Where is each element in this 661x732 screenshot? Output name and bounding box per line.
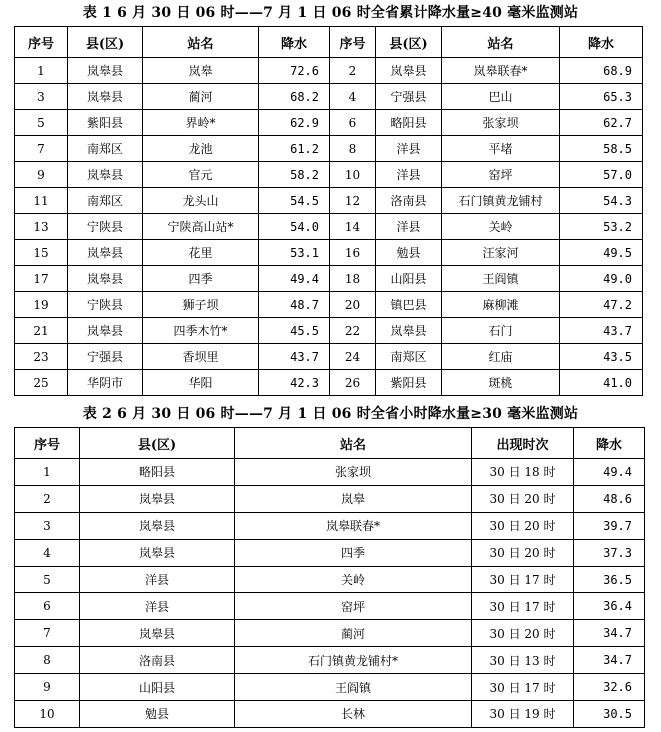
table-cell: 26 <box>330 370 376 396</box>
table-row <box>15 593 645 620</box>
table-cell: 华阳 <box>143 370 259 396</box>
table-row <box>15 620 645 647</box>
table-row <box>15 539 645 566</box>
table-cell: 汪家河 <box>442 240 560 266</box>
table-cell: 1 <box>15 459 80 486</box>
table-cell: 岚皋县 <box>80 485 235 512</box>
table-cell: 12 <box>330 188 376 214</box>
table-cell: 岚皋县 <box>80 539 235 566</box>
table-cell: 4 <box>15 539 80 566</box>
table-cell: 30.5 <box>574 701 645 728</box>
table-row <box>15 214 643 240</box>
table-cell: 岚皋联春* <box>235 512 472 539</box>
table-cell: 镇巴县 <box>376 292 442 318</box>
table1-header-cell: 降水 <box>560 27 643 58</box>
table-cell: 24 <box>330 344 376 370</box>
table-cell: 蔺河 <box>143 84 259 110</box>
table2-header-cell: 站名 <box>235 428 472 459</box>
table1-header-cell: 序号 <box>330 27 376 58</box>
table-cell: 岚皋县 <box>376 58 442 84</box>
table-cell: 岚皋县 <box>68 162 143 188</box>
table-cell: 14 <box>330 214 376 240</box>
table-cell: 13 <box>15 214 68 240</box>
table-row <box>15 84 643 110</box>
table-cell: 58.2 <box>259 162 330 188</box>
table-cell: 岚皋 <box>143 58 259 84</box>
table-cell: 37.3 <box>574 539 645 566</box>
table-cell: 43.7 <box>259 344 330 370</box>
table-cell: 平堵 <box>442 136 560 162</box>
hourly-precipitation-table <box>14 427 645 728</box>
table-row <box>15 266 643 292</box>
table-cell: 宁强县 <box>68 344 143 370</box>
table-row <box>15 110 643 136</box>
table-cell: 龙池 <box>143 136 259 162</box>
table-cell: 65.3 <box>560 84 643 110</box>
table-cell: 25 <box>15 370 68 396</box>
table-row <box>15 136 643 162</box>
table2-header-cell: 序号 <box>15 428 80 459</box>
table-cell: 49.4 <box>259 266 330 292</box>
table-row <box>15 370 643 396</box>
table-cell: 紫阳县 <box>376 370 442 396</box>
table-cell: 30 日 20 时 <box>472 539 574 566</box>
table-cell: 王阎镇 <box>442 266 560 292</box>
table1-header-cell: 县(区) <box>68 27 143 58</box>
table-cell: 华阴市 <box>68 370 143 396</box>
table-cell: 张家坝 <box>235 459 472 486</box>
table1-header-cell: 站名 <box>143 27 259 58</box>
table-cell: 关岭 <box>442 214 560 240</box>
table-cell: 岚皋县 <box>68 240 143 266</box>
table-cell: 勉县 <box>376 240 442 266</box>
table-cell: 2 <box>330 58 376 84</box>
table-cell: 22 <box>330 318 376 344</box>
table-cell: 宁陕县 <box>68 214 143 240</box>
table-cell: 南郑区 <box>376 344 442 370</box>
table-row <box>15 344 643 370</box>
table-cell: 3 <box>15 84 68 110</box>
table-cell: 洛南县 <box>376 188 442 214</box>
table-cell: 界岭* <box>143 110 259 136</box>
table-cell: 49.0 <box>560 266 643 292</box>
table-cell: 山阳县 <box>376 266 442 292</box>
table-row <box>15 674 645 701</box>
table-cell: 岚皋联春* <box>442 58 560 84</box>
table-cell: 岚皋县 <box>68 266 143 292</box>
table-cell: 36.5 <box>574 566 645 593</box>
table-cell: 10 <box>330 162 376 188</box>
table-cell: 南郑区 <box>68 188 143 214</box>
table-cell: 30 日 13 时 <box>472 647 574 674</box>
table-cell: 9 <box>15 162 68 188</box>
table2-header-cell: 出现时次 <box>472 428 574 459</box>
table-cell: 16 <box>330 240 376 266</box>
table-cell: 49.4 <box>574 459 645 486</box>
table-cell: 紫阳县 <box>68 110 143 136</box>
table-cell: 4 <box>330 84 376 110</box>
table-cell: 34.7 <box>574 647 645 674</box>
table1-header-cell: 站名 <box>442 27 560 58</box>
table-cell: 石门镇黄龙铺村 <box>442 188 560 214</box>
table-cell: 斑桃 <box>442 370 560 396</box>
table-cell: 30 日 20 时 <box>472 485 574 512</box>
table-cell: 54.5 <box>259 188 330 214</box>
table-cell: 红庙 <box>442 344 560 370</box>
table-cell: 53.1 <box>259 240 330 266</box>
table-cell: 34.7 <box>574 620 645 647</box>
table-cell: 6 <box>15 593 80 620</box>
table-cell: 四季木竹* <box>143 318 259 344</box>
table-cell: 61.2 <box>259 136 330 162</box>
table-row <box>15 701 645 728</box>
table-cell: 5 <box>15 110 68 136</box>
table1-header-row <box>15 27 643 58</box>
table-cell: 62.9 <box>259 110 330 136</box>
cumulative-precipitation-table <box>14 26 643 396</box>
table-cell: 15 <box>15 240 68 266</box>
table-cell: 30 日 20 时 <box>472 620 574 647</box>
table-cell: 岚皋县 <box>68 318 143 344</box>
table-row <box>15 162 643 188</box>
table-cell: 48.6 <box>574 485 645 512</box>
table-row <box>15 188 643 214</box>
table-cell: 麻柳滩 <box>442 292 560 318</box>
table-cell: 宁陕县 <box>68 292 143 318</box>
table-cell: 1 <box>15 58 68 84</box>
table-cell: 洛南县 <box>80 647 235 674</box>
table-cell: 57.0 <box>560 162 643 188</box>
table-cell: 略阳县 <box>80 459 235 486</box>
table-cell: 23 <box>15 344 68 370</box>
table-cell: 王阎镇 <box>235 674 472 701</box>
table-cell: 68.9 <box>560 58 643 84</box>
table-cell: 18 <box>330 266 376 292</box>
table-cell: 49.5 <box>560 240 643 266</box>
table-cell: 41.0 <box>560 370 643 396</box>
table-cell: 54.0 <box>259 214 330 240</box>
table-cell: 洋县 <box>80 593 235 620</box>
table-cell: 四季 <box>235 539 472 566</box>
table-cell: 岚皋县 <box>68 84 143 110</box>
table1-header-cell: 县(区) <box>376 27 442 58</box>
table-cell: 官元 <box>143 162 259 188</box>
table-cell: 30 日 17 时 <box>472 566 574 593</box>
table2-header-row <box>15 428 645 459</box>
table-cell: 2 <box>15 485 80 512</box>
table-cell: 洋县 <box>376 162 442 188</box>
table-cell: 6 <box>330 110 376 136</box>
table-cell: 32.6 <box>574 674 645 701</box>
table-cell: 狮子坝 <box>143 292 259 318</box>
table2-caption: 表 2 6 月 30 日 06 时——7 月 1 日 06 时全省小时降水量≥30 毫米监测站 <box>82 406 579 422</box>
table-cell: 48.7 <box>259 292 330 318</box>
table-cell: 龙头山 <box>143 188 259 214</box>
table-cell: 68.2 <box>259 84 330 110</box>
table-cell: 窑坪 <box>442 162 560 188</box>
table-cell: 5 <box>15 566 80 593</box>
table-cell: 10 <box>15 701 80 728</box>
table-cell: 石门镇黄龙铺村* <box>235 647 472 674</box>
table2-header-cell: 县(区) <box>80 428 235 459</box>
table-cell: 四季 <box>143 266 259 292</box>
table-cell: 勉县 <box>80 701 235 728</box>
table-cell: 3 <box>15 512 80 539</box>
table-row <box>15 318 643 344</box>
table-cell: 72.6 <box>259 58 330 84</box>
table-cell: 30 日 19 时 <box>472 701 574 728</box>
table-cell: 47.2 <box>560 292 643 318</box>
table-cell: 岚皋县 <box>68 58 143 84</box>
table-cell: 南郑区 <box>68 136 143 162</box>
table-cell: 30 日 17 时 <box>472 674 574 701</box>
table-cell: 山阳县 <box>80 674 235 701</box>
table-cell: 53.2 <box>560 214 643 240</box>
table-cell: 17 <box>15 266 68 292</box>
table-cell: 8 <box>15 647 80 674</box>
table-cell: 43.5 <box>560 344 643 370</box>
table2-header-cell: 降水 <box>574 428 645 459</box>
table-cell: 洋县 <box>376 214 442 240</box>
table-cell: 8 <box>330 136 376 162</box>
table-cell: 蔺河 <box>235 620 472 647</box>
table1-caption: 表 1 6 月 30 日 06 时——7 月 1 日 06 时全省累计降水量≥40 毫米监测站 <box>82 5 579 21</box>
table-cell: 30 日 18 时 <box>472 459 574 486</box>
table-cell: 54.3 <box>560 188 643 214</box>
table-row <box>15 58 643 84</box>
table-cell: 洋县 <box>80 566 235 593</box>
table-cell: 7 <box>15 620 80 647</box>
table1-header-cell: 序号 <box>15 27 68 58</box>
table-row <box>15 485 645 512</box>
table-cell: 45.5 <box>259 318 330 344</box>
table-cell: 石门 <box>442 318 560 344</box>
table-cell: 岚皋 <box>235 485 472 512</box>
table-cell: 花里 <box>143 240 259 266</box>
table-cell: 关岭 <box>235 566 472 593</box>
table-cell: 窑坪 <box>235 593 472 620</box>
table-cell: 岚皋县 <box>80 620 235 647</box>
table-row <box>15 292 643 318</box>
table-cell: 香坝里 <box>143 344 259 370</box>
table-cell: 39.7 <box>574 512 645 539</box>
table-cell: 7 <box>15 136 68 162</box>
table-cell: 62.7 <box>560 110 643 136</box>
table-cell: 长林 <box>235 701 472 728</box>
table-cell: 洋县 <box>376 136 442 162</box>
table-cell: 岚皋县 <box>376 318 442 344</box>
table-cell: 张家坝 <box>442 110 560 136</box>
table-cell: 42.3 <box>259 370 330 396</box>
table-cell: 36.4 <box>574 593 645 620</box>
table-cell: 9 <box>15 674 80 701</box>
table-cell: 58.5 <box>560 136 643 162</box>
table-cell: 宁强县 <box>376 84 442 110</box>
table-cell: 43.7 <box>560 318 643 344</box>
table-cell: 岚皋县 <box>80 512 235 539</box>
table-row <box>15 647 645 674</box>
table-cell: 11 <box>15 188 68 214</box>
table-cell: 略阳县 <box>376 110 442 136</box>
table1-header-cell: 降水 <box>259 27 330 58</box>
table-cell: 巴山 <box>442 84 560 110</box>
table-cell: 19 <box>15 292 68 318</box>
table-cell: 30 日 20 时 <box>472 512 574 539</box>
table-row <box>15 512 645 539</box>
table-row <box>15 566 645 593</box>
table-cell: 宁陕高山站* <box>143 214 259 240</box>
table-row <box>15 459 645 486</box>
table-cell: 20 <box>330 292 376 318</box>
table-row <box>15 240 643 266</box>
table-cell: 30 日 17 时 <box>472 593 574 620</box>
table-cell: 21 <box>15 318 68 344</box>
